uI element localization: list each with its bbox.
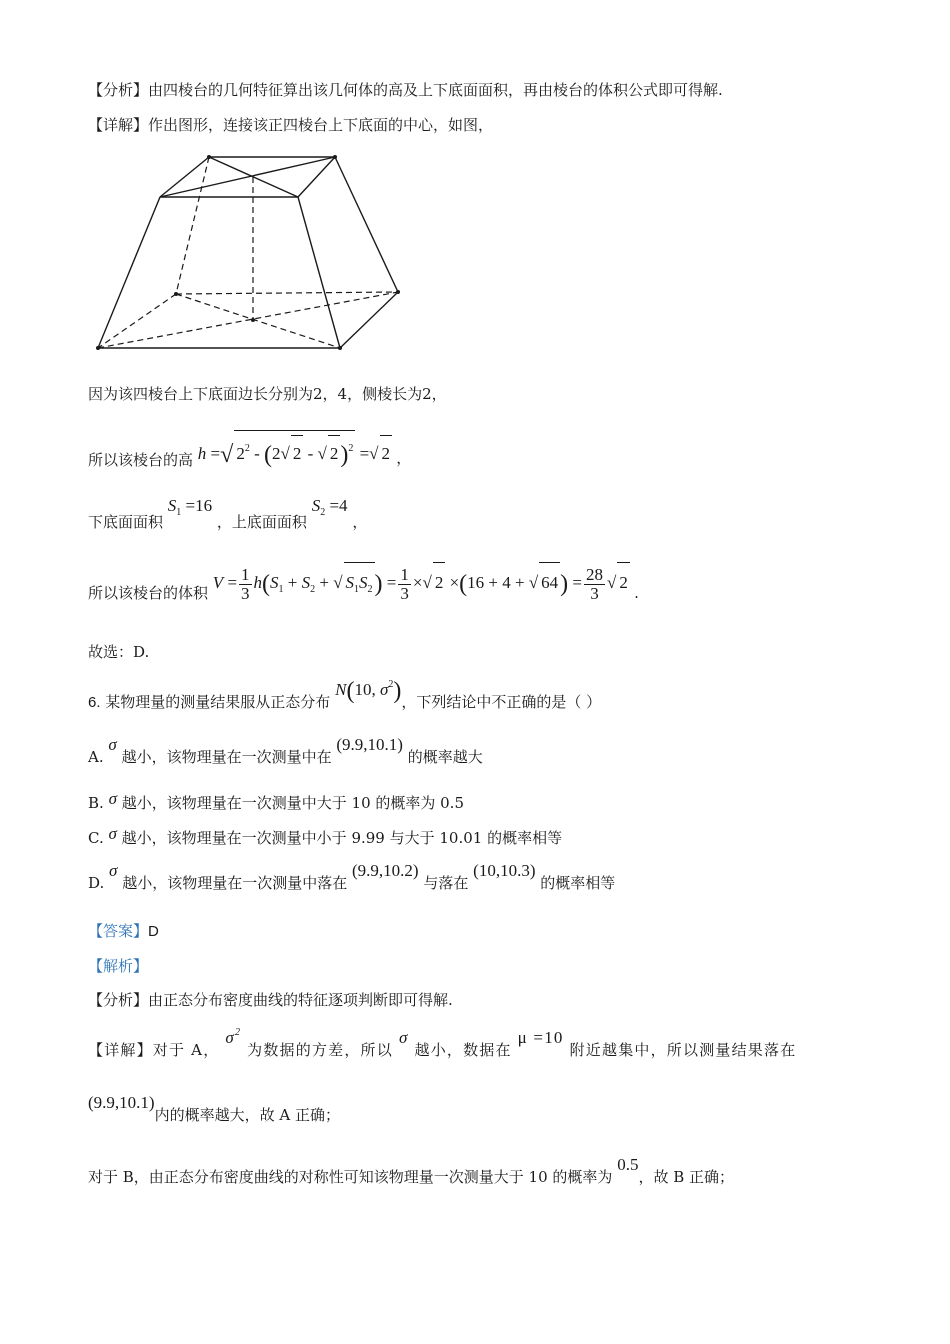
height-formula: h =√ $2^2 - (2√$ 2 - √ 2)$^2$ =√ 2: [198, 444, 396, 463]
analysis-paragraph: [88, 80, 723, 100]
answer-value: D: [148, 923, 159, 940]
choose-text: 故选：D.: [88, 643, 150, 661]
detail2-text-a: 对于 A，: [152, 1041, 220, 1059]
opt-d-text-b: 与落在: [423, 874, 469, 892]
detail-paragraph: [88, 115, 493, 135]
analysis2-text: 由正态分布密度曲线的特征逐项判断即可得解.: [148, 991, 453, 1009]
area-s2: $S_2 =4$: [311, 496, 348, 518]
opt-b-label: B.: [88, 794, 104, 812]
opt-a-label: A.: [88, 748, 104, 766]
option-a: [88, 735, 483, 772]
b-text-a: 对于 B，由正态分布密度曲线的对称性可知该物理量一次测量大于 10 的概率为: [88, 1168, 613, 1186]
opt-c-text: 越小，该物理量在一次测量中小于 9.99 与大于 10.01 的概率相等: [121, 829, 563, 847]
q6-text-a: 某物理量的测量结果服从正态分布: [105, 693, 331, 711]
q6-number: 6.: [88, 694, 101, 711]
area-mid: ，上底面面积: [216, 513, 307, 531]
opt-a-interval: (9.9,10.1): [336, 735, 403, 754]
height-formula-line: 所以该棱台的高 h =√ $2^2 - (2√$ 2 - √ 2)$^2$ =√ 2 ，: [88, 430, 411, 473]
answer-tag: 【答案】: [88, 922, 149, 940]
detail2-paragraph: [88, 1027, 797, 1065]
explain-tag: 【解析】: [88, 957, 149, 975]
detail2-interval: (9.9,10.1): [88, 1093, 155, 1112]
opt-a-text-a: 越小，该物理量在一次测量中在: [121, 748, 332, 766]
opt-a-text-b: 的概率越大: [407, 748, 483, 766]
area-lead: 下底面面积: [88, 513, 164, 531]
option-b: [88, 789, 464, 813]
detail2-continuation: [88, 1093, 340, 1130]
sigma-squared: $\sigma^2$: [225, 1027, 242, 1047]
opt-d-interval-1: (9.9,10.2): [352, 861, 419, 880]
opt-d-text-c: 的概率相等: [540, 874, 616, 892]
detail2-text-d: 附近越集中，所以测量结果落在: [569, 1041, 797, 1059]
volume-lead: 所以该棱台的体积: [88, 584, 209, 602]
opt-c-label: C.: [88, 829, 104, 847]
option-d: [88, 861, 616, 898]
sigma-symbol: σ: [398, 1028, 409, 1047]
b-value: 0.5: [617, 1155, 639, 1174]
volume-line: 所以该棱台的体积 V = $\frac{1}{3}$ $h(S_1 + S_2$ + √ $S_1S_2$) = $\frac{1}{3}$ ×√ 2 ×(16 + 4 + √ 64) = $\frac{28}{3}$ √ 2 .: [88, 562, 639, 610]
analysis-text: 由四棱台的几何特征算出该几何体的高及上下底面面积，再由棱台的体积公式即可得解.: [148, 81, 723, 99]
detail2-mu: μ =10: [517, 1028, 564, 1047]
b-text-b: ，故 B 正确；: [638, 1168, 735, 1186]
q6-distribution: N(10, $\sigma^2$): [335, 678, 402, 704]
area-s1: $S_1 =16$: [167, 496, 213, 518]
volume-formula: V = $\frac{1}{3}$ $h(S_1 + S_2$ + √ $S_1S_2$) = $\frac{1}{3}$ ×√ 2 ×(16 + 4 + √ 64) = $\frac{28}{3}$ √ 2: [213, 573, 634, 592]
because-paragraph: [88, 384, 447, 404]
detail-text: 作出图形，连接该正四棱台上下底面的中心，如图，: [148, 116, 494, 134]
detail-tag: 【详解】: [88, 116, 149, 134]
sigma-symbol: σ: [108, 789, 117, 808]
analysis2-paragraph: [88, 990, 453, 1010]
option-c: [88, 824, 563, 848]
detail2-text-b: 为数据的方差，所以: [247, 1041, 393, 1059]
frustum-figure: [88, 148, 408, 358]
opt-d-interval-2: (10,10.3): [473, 861, 536, 880]
detail2-tag: 【详解】: [88, 1041, 153, 1059]
q6-text-b: ，下列结论中不正确的是（ ）: [401, 693, 602, 711]
analysis-tag: 【分析】: [88, 81, 149, 99]
detail2-text-e: 内的概率越大，故 A 正确；: [154, 1106, 340, 1124]
opt-d-text-a: 越小，该物理量在一次测量中落在: [122, 874, 348, 892]
choose-paragraph: [88, 642, 149, 662]
answer-line: [88, 921, 159, 942]
sigma-symbol: σ: [108, 824, 117, 843]
analysis2-tag: 【分析】: [88, 991, 149, 1009]
option-b-analysis: [88, 1155, 735, 1192]
height-lead: 所以该棱台的高: [88, 451, 194, 469]
question-6: [88, 678, 602, 718]
opt-d-label: D.: [88, 874, 105, 892]
explain-line: [88, 956, 148, 976]
detail2-text-c: 越小，数据在: [414, 1041, 512, 1059]
because-text: 因为该四棱台上下底面边长分别为2，4，侧棱长为2，: [88, 385, 447, 403]
sigma-symbol: σ: [109, 861, 118, 880]
area-line: 下底面面积 $S_1 =16$ ，上底面面积 $S_2 =4$ ，: [88, 496, 368, 531]
sigma-symbol: σ: [108, 735, 117, 754]
opt-b-text: 越小，该物理量在一次测量中大于 10 的概率为 0.5: [121, 794, 464, 812]
